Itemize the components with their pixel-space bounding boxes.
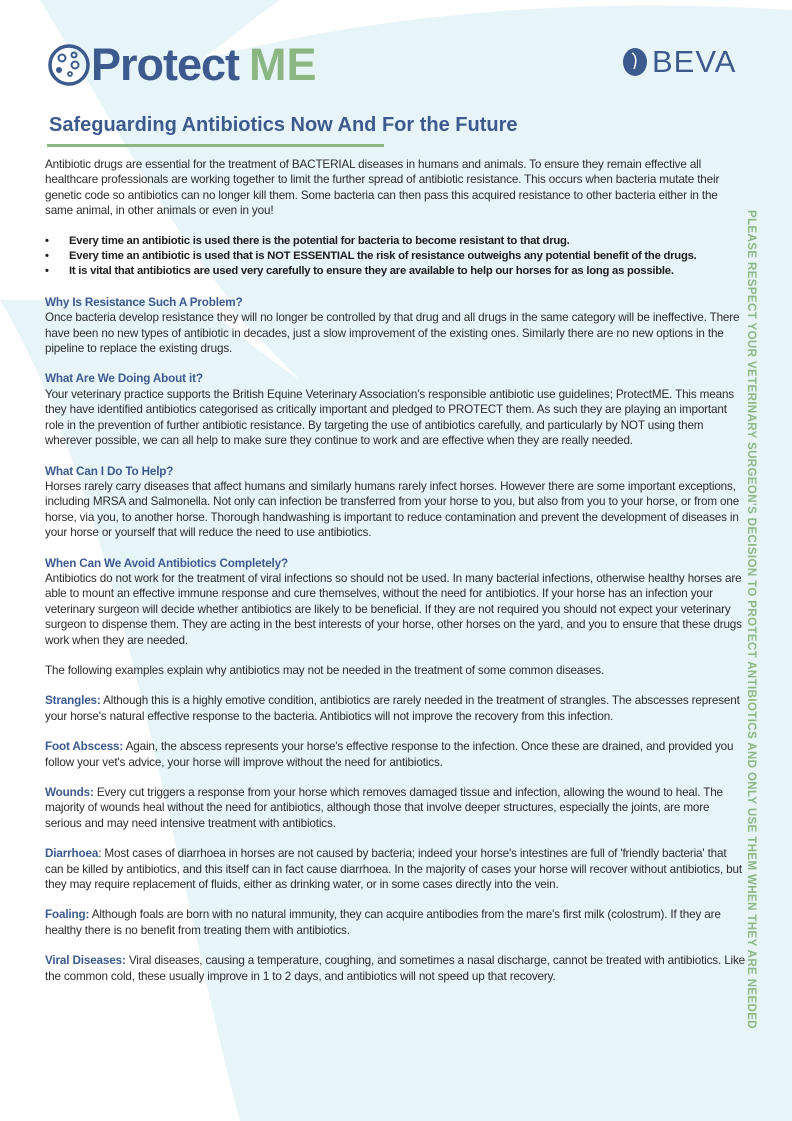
horse-head-icon [622, 47, 648, 77]
key-points-list [45, 234, 747, 280]
section-help [45, 464, 747, 541]
page-title: Safeguarding Antibiotics Now And For the Future [49, 114, 518, 136]
intro-paragraph: Antibiotic drugs are essential for the treatment of BACTERIAL diseases in humans and animals. To ensure they remain effective all healthcare professionals are working together to limit the further spread of antibiotic resistance. This occurs when bacteria mutate their genetic code so antibiotics can no longer kill them. Some bacteria can then pass this acquired resistance to other bacteria either in the same animal, in other animals or even in you! [45, 158, 720, 218]
example-foaling [45, 907, 747, 938]
section-resistance [45, 295, 747, 357]
protectme-logo [47, 39, 317, 90]
examples-intro: The following examples explain why antibiotics may not be needed in the treatment of some common diseases. [45, 663, 605, 677]
example-text: Although foals are born with no natural immunity, they can acquire antibodies from the mare's first milk (colostrum). If they are healthy there is no benefit from treating them with antibiotics. [45, 908, 721, 937]
example-text: Viral diseases, causing a temperature, coughing, and sometimes a nasal discharge, cannot be treated with antibiotics. Like the common cold, these usually improve in 1 to 2 days, and antibiotics will not speed up that recovery. [45, 954, 746, 983]
section-body: Your veterinary practice supports the British Equine Veterinary Association's responsible antibiotic use guidelines; ProtectME. This means they have identified antibiotics categorised as critically important and pledged to PROTECT them. As such they are playing an important role in the prevention of further antibiotic resistance. By targeting the use of antibiotics carefully, and particularly by NOT using them wherever possible, we can all help to make sure they continue to work and are effective when they are really needed. [45, 387, 734, 448]
example-viral [45, 953, 747, 984]
side-banner-text: PLEASE RESPECT YOUR VETERINARY SURGEON'S DECISION TO PROTECT ANTIBIOTICS AND ONLY USE THEM WHEN THEY ARE NEEDED [745, 210, 757, 1030]
title-underline [47, 144, 384, 147]
example-term: Diarrhoea [45, 847, 99, 861]
bullet-item: • Every time an antibiotic is used there is the potential for bacteria to become resistant to that drug. [45, 234, 747, 249]
section-avoid [45, 556, 747, 648]
section-body: Once bacteria develop resistance they will no longer be controlled by that drug and all drugs in the same category will be ineffective. There have been no new types of antibiotic in decades, just a slow improvement of the existing ones. Similarly there are no new options in the pipeline to replace the existing drugs. [45, 311, 740, 356]
example-text: : Most cases of diarrhoea in horses are not caused by bacteria; indeed your horse's intestines are full of 'friendly bacteria' that can be killed by antibiotics, and this itself can in fact cause diarrhoea. In the majority of cases your horse will recover without antibiotics, but they may require replacement of fluids, either as drinking water, or in some cases directly into the vein. [45, 847, 742, 892]
section-body: Antibiotics do not work for the treatment of viral infections so should not be used. In many bacterial infections, otherwise healthy horses are able to mount an effective immune response and cure themselves, without the need for antibiotics. If your horse has an infection your veterinary surgeon will decide whether antibiotics are likely to be beneficial. If they are not required you should not expect your veterinary surgeon to dispense them. They are acting in the best interests of your horse, other horses on the yard, and you to ensure that these drugs work when they are needed. [45, 571, 742, 647]
example-text: Again, the abscess represents your horse's effective response to the infection. Once these are drained, and provided you follow your vet's advice, your horse will improve without the need for antibiotics. [45, 740, 734, 769]
example-term: Foot Abscess: [45, 740, 124, 754]
example-term: Wounds: [45, 786, 94, 799]
example-text: Every cut triggers a response from your horse which removes damaged tissue and infection, allowing the wound to heal. The majority of wounds heal without the need for antibiotics, although those that involve deeper structures, especially the joints, are more serious and may need intensive treatment with antibiotics. [45, 786, 723, 830]
example-strangles [45, 693, 747, 724]
petri-dish-icon [47, 43, 91, 87]
section-heading: When Can We Avoid Antibiotics Completely? [45, 556, 288, 570]
example-wounds [45, 785, 747, 831]
section-doing [45, 371, 747, 448]
section-body: Horses rarely carry diseases that affect humans and similarly humans rarely infect horses. However there are some important exceptions, including MRSA and Salmonella. Not only can infection be transferred from your horse to you, but also from you to your horse, or from one horse, via you, to another horse. Thorough handwashing is important to reduce contamination and prevent the development of diseases in your horse or yourself that will reduce the need to use antibiotics. [45, 479, 740, 540]
example-term: Strangles: [45, 694, 101, 708]
beva-logo [622, 44, 736, 80]
section-heading: Why Is Resistance Such A Problem? [45, 295, 243, 309]
beva-wordmark: BEVA [652, 44, 737, 79]
example-term: Viral Diseases: [45, 954, 126, 968]
example-diarrhoea [45, 846, 747, 892]
example-term: Foaling: [45, 908, 90, 922]
document-body [45, 157, 747, 999]
section-heading: What Can I Do To Help? [45, 464, 174, 478]
example-foot-abscess [45, 739, 747, 770]
section-heading: What Are We Doing About it? [45, 372, 203, 386]
logo-word: Protect [91, 39, 240, 90]
bullet-item: • It is vital that antibiotics are used very carefully to ensure they are available to help our horses for as long as possible. [45, 264, 747, 279]
bullet-item: • Every time an antibiotic is used that is NOT ESSENTIAL the risk of resistance outweighs any potential benefit of the drugs. [45, 249, 747, 264]
logo-accent: ME [249, 39, 317, 90]
example-text: Although this is a highly emotive condition, antibiotics are rarely needed in the treatment of strangles. The abscesses represent your horse's natural effective response to the bacteria. Antibiotics will not improve the recovery from this infection. [45, 694, 740, 723]
